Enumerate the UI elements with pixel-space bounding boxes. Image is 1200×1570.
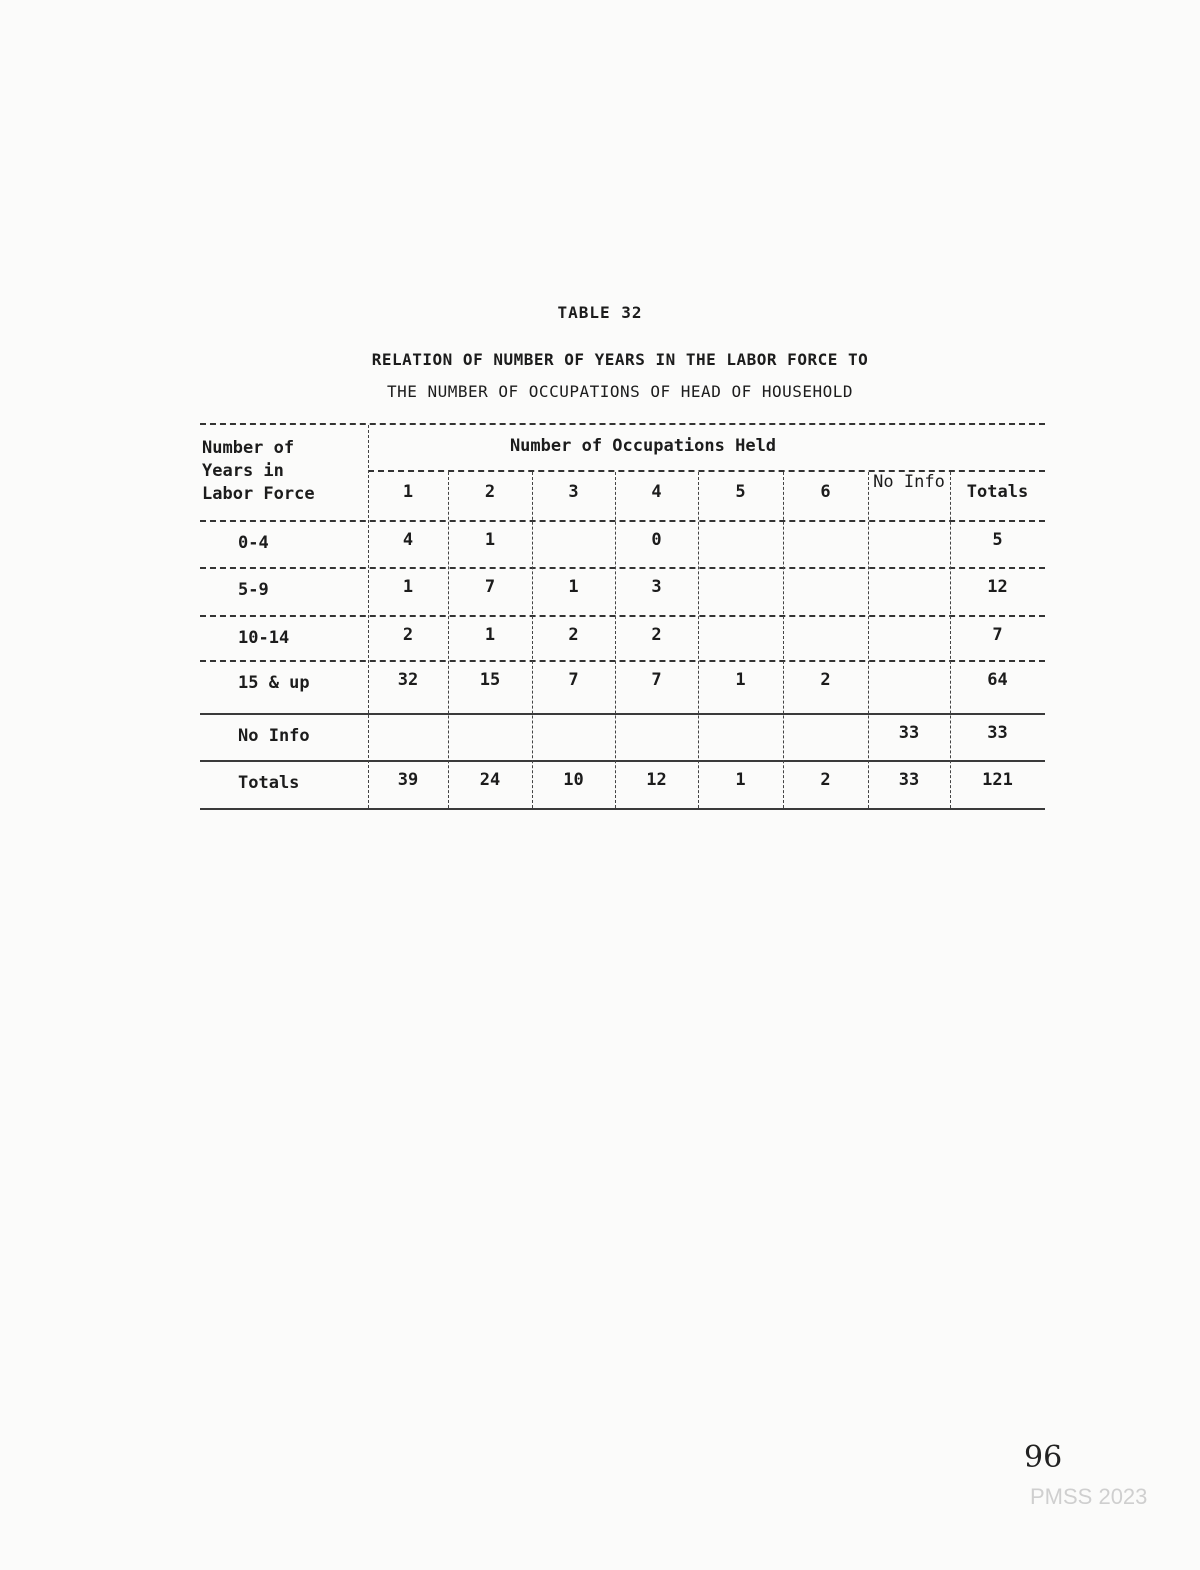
column-header: 4 bbox=[651, 482, 662, 502]
table-cell: 10 bbox=[563, 770, 584, 790]
table-label: TABLE 32 bbox=[557, 303, 643, 322]
row-label: 5-9 bbox=[238, 580, 269, 600]
table-cell: 15 bbox=[479, 670, 501, 690]
table-cell: 7 bbox=[484, 577, 496, 597]
table-title-line-2: THE NUMBER OF OCCUPATIONS OF HEAD OF HOUSEHOLD bbox=[386, 382, 854, 401]
table-cell: 7 bbox=[651, 670, 662, 690]
row-label: 10-14 bbox=[238, 628, 290, 648]
table-cell: 39 bbox=[397, 770, 419, 790]
table-cell: 5 bbox=[992, 530, 1003, 550]
table-cell: 33 bbox=[898, 770, 920, 790]
row-rule bbox=[200, 760, 1045, 762]
table-cell: 33 bbox=[898, 723, 920, 743]
table-cell: 4 bbox=[402, 530, 414, 550]
table-cell: 1 bbox=[402, 577, 414, 597]
row-rule bbox=[200, 615, 1045, 617]
row-label: No Info bbox=[238, 726, 310, 746]
table-cell: 12 bbox=[646, 770, 667, 790]
group-header: Number of Occupations Held bbox=[509, 436, 777, 456]
table-cell: 1 bbox=[484, 530, 496, 550]
table-cell: 0 bbox=[651, 530, 662, 550]
table-cell: 2 bbox=[651, 625, 662, 645]
column-header: Totals bbox=[966, 482, 1029, 502]
table-cell: 7 bbox=[568, 670, 579, 690]
table-cell: 2 bbox=[402, 625, 414, 645]
table-cell: 121 bbox=[982, 770, 1013, 790]
column-header: 6 bbox=[820, 482, 831, 502]
column-header: 2 bbox=[484, 482, 496, 502]
watermark: PMSS 2023 bbox=[1030, 1484, 1148, 1509]
table-title-line-1: RELATION OF NUMBER OF YEARS IN THE LABOR FORCE TO bbox=[371, 350, 869, 369]
row-header-label: Years in bbox=[202, 461, 284, 481]
table-top-rule bbox=[200, 423, 1045, 425]
table-cell: 2 bbox=[820, 670, 831, 690]
table-cell: 2 bbox=[820, 770, 831, 790]
row-label: 15 & up bbox=[238, 673, 310, 693]
row-rule bbox=[200, 567, 1045, 569]
row-rule bbox=[200, 660, 1045, 662]
column-header: 3 bbox=[568, 482, 579, 502]
column-header: 1 bbox=[402, 482, 414, 502]
table-cell: 1 bbox=[568, 577, 579, 597]
column-header: 5 bbox=[735, 482, 746, 502]
table-cell: 1 bbox=[735, 770, 746, 790]
column-rule bbox=[698, 472, 699, 808]
row-header-label: Number of bbox=[202, 438, 295, 458]
table-cell: 33 bbox=[987, 723, 1008, 743]
column-rule bbox=[783, 472, 784, 808]
table-cell: 64 bbox=[987, 670, 1008, 690]
table-cell: 3 bbox=[651, 577, 662, 597]
table-cell: 32 bbox=[397, 670, 419, 690]
row-rule bbox=[200, 808, 1045, 810]
table-cell: 1 bbox=[735, 670, 746, 690]
row-rule bbox=[200, 520, 1045, 522]
row-rule bbox=[200, 713, 1045, 715]
page-number: 96 bbox=[1024, 1440, 1063, 1475]
column-rule bbox=[868, 472, 869, 808]
table-cell: 2 bbox=[568, 625, 579, 645]
column-header: No Info bbox=[873, 472, 945, 492]
row-header-label: Labor Force bbox=[202, 484, 315, 504]
table-cell: 1 bbox=[484, 625, 496, 645]
row-label: Totals bbox=[238, 773, 300, 793]
table-cell: 12 bbox=[987, 577, 1008, 597]
table-cell: 7 bbox=[992, 625, 1003, 645]
table-cell: 24 bbox=[479, 770, 501, 790]
row-label: 0-4 bbox=[238, 533, 269, 553]
